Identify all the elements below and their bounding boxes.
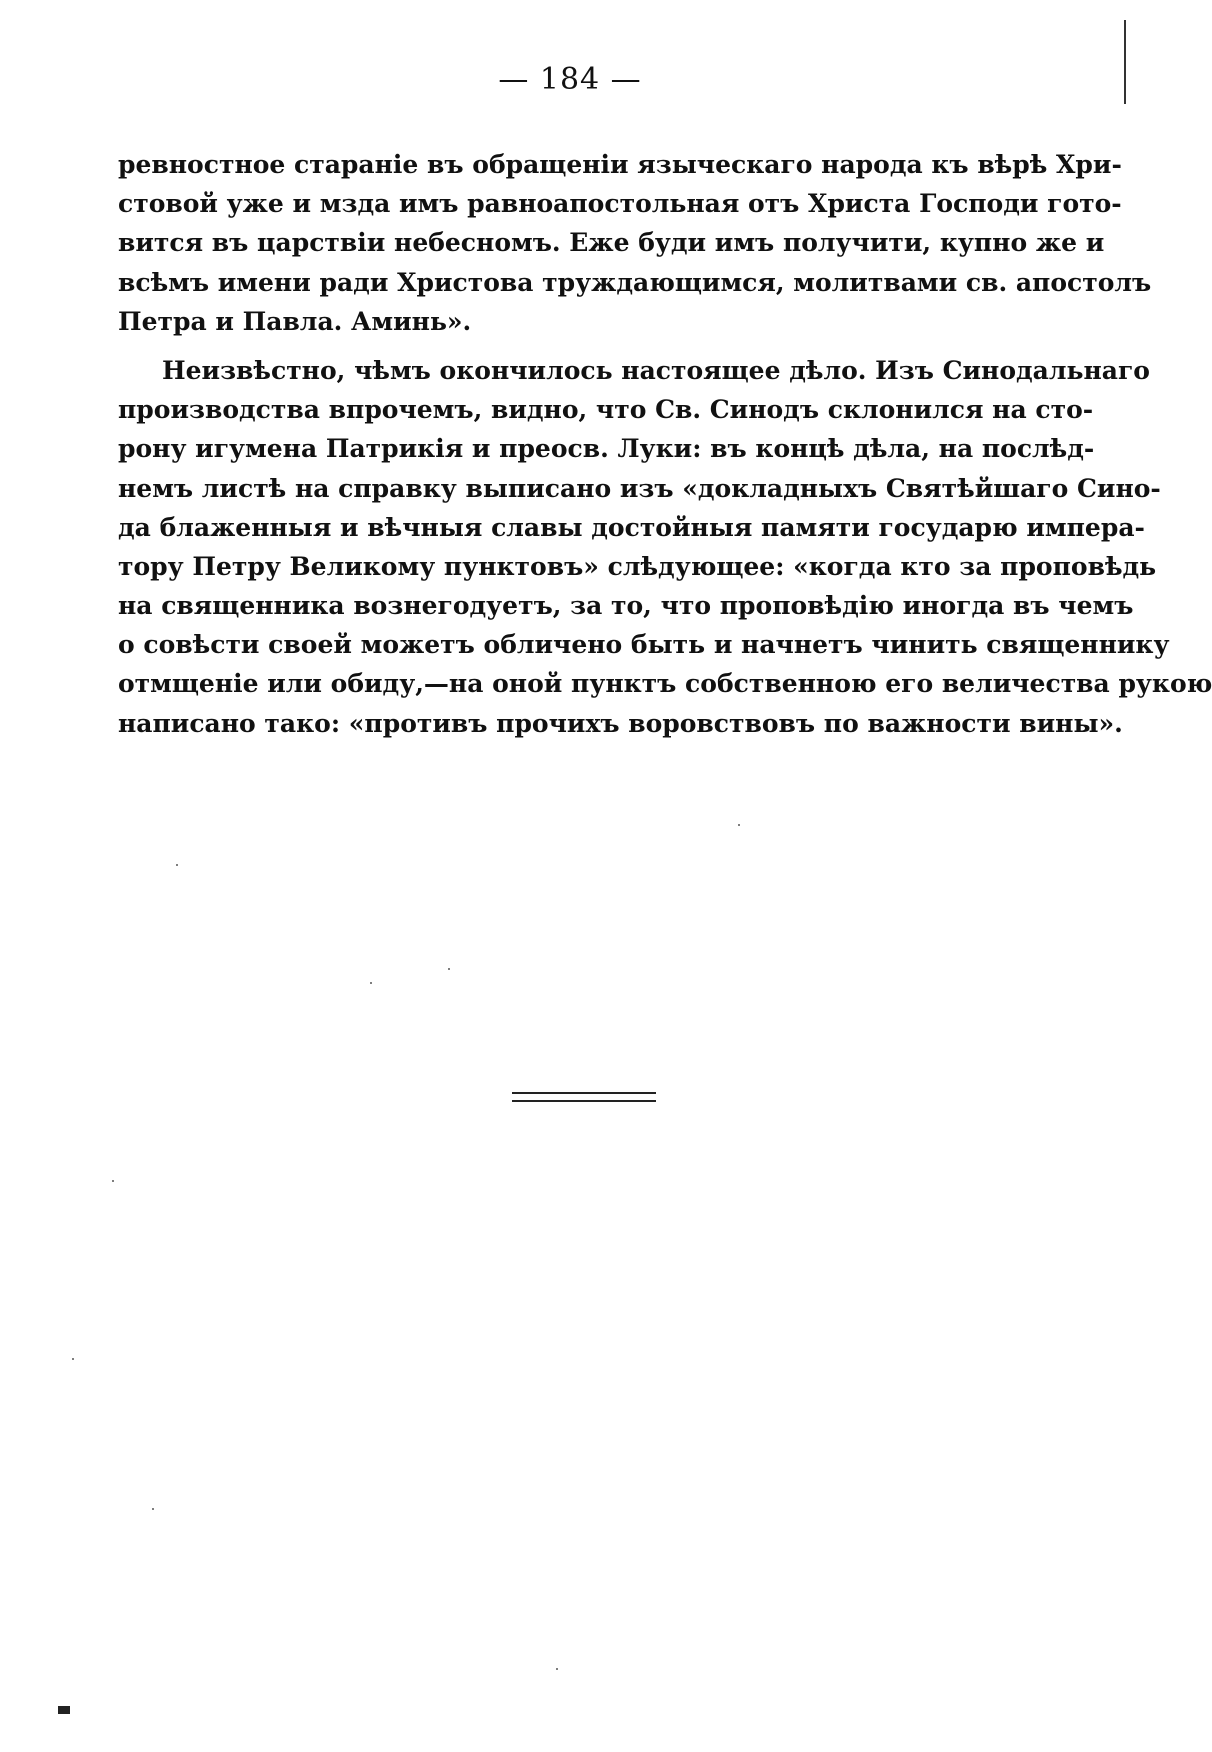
scan-speck xyxy=(370,982,372,984)
end-rule-bottom xyxy=(512,1100,656,1102)
text-line: производства впрочемъ, видно, что Св. Синодъ склонился на сто- xyxy=(118,395,1094,425)
text-line: тору Петру Великому пунктовъ» слѣдующее: «когда кто за проповѣдь xyxy=(118,551,1157,581)
text-line: рону игумена Патрикія и преосв. Луки: въ концѣ дѣла, на послѣд- xyxy=(118,434,1095,464)
paragraph-1 xyxy=(118,145,1152,341)
text-line: Петра и Павла. Аминь». xyxy=(118,306,472,336)
text-line: на священника вознегодуетъ, за то, что проповѣдію иногда въ чемъ xyxy=(118,591,1134,621)
text-line: стовой уже и мзда имъ равноапостольная отъ Христа Господи гото- xyxy=(118,189,1122,219)
text-line: немъ листѣ на справку выписано изъ «докладныхъ Святѣйшаго Сино- xyxy=(118,473,1161,503)
paragraph-2 xyxy=(118,351,1212,743)
text-line: всѣмъ имени ради Христова труждающимся, молитвами св. апостолъ xyxy=(118,267,1152,297)
scan-speck xyxy=(738,824,740,826)
text-line: ревностное стараніе въ обращеніи языческаго народа къ вѣрѣ Хри- xyxy=(118,150,1122,179)
page-number: — 184 — xyxy=(498,62,642,97)
text-line: о совѣсти своей можетъ обличено быть и начнетъ чинить священнику xyxy=(118,630,1170,660)
text-line: Неизвѣстно, чѣмъ окончилось настоящее дѣло. Изъ Синодальнаго xyxy=(162,355,1150,385)
scan-speck xyxy=(176,864,178,866)
body-text xyxy=(118,145,1212,743)
scan-speck xyxy=(72,1358,74,1360)
text-line: написано тако: «противъ прочихъ воровствовъ по важности вины». xyxy=(118,708,1123,738)
text-line: отмщеніе или обиду,—на оной пунктъ собственною его величества рукою xyxy=(118,669,1212,699)
text-line: да блаженныя и вѣчныя славы достойныя памяти государю импера- xyxy=(118,512,1145,542)
text-line: вится въ царствіи небесномъ. Еже буди имъ получити, купно же и xyxy=(118,228,1105,258)
scan-speck xyxy=(556,1668,558,1670)
scan-speck xyxy=(112,1180,114,1182)
scan-corner-mark xyxy=(58,1706,70,1714)
end-rule-top xyxy=(512,1092,656,1094)
scan-speck xyxy=(152,1508,154,1510)
paragraph-gap xyxy=(118,341,1038,351)
scan-speck xyxy=(448,968,450,970)
